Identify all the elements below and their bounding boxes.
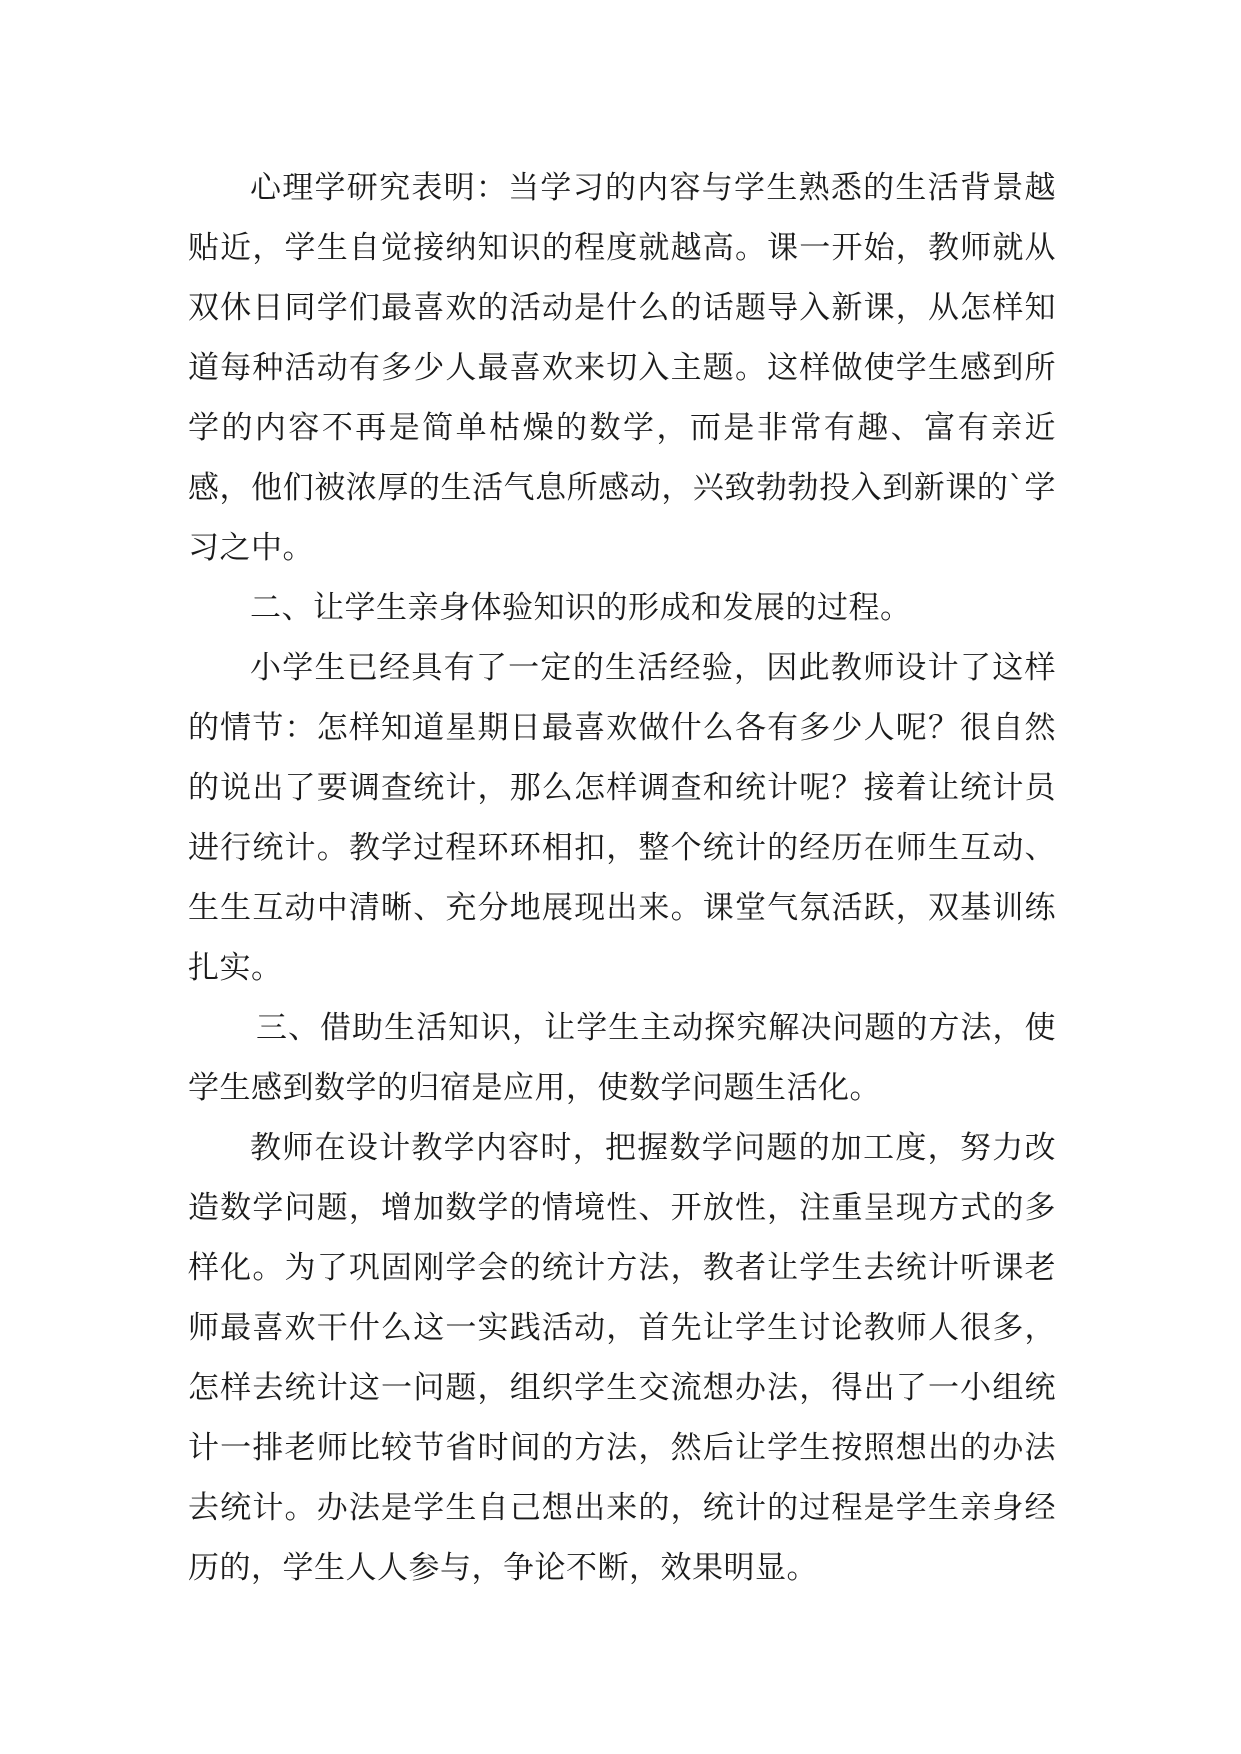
paragraph-psychology-research: 心理学研究表明：当学习的内容与学生熟悉的生活背景越贴近，学生自觉接纳知识的程度就越高。课一开始，教师就从双休日同学们最喜欢的活动是什么的话题导入新课，从怎样知道每种活动有多少人最喜欢来切入主题。这样做使学生感到所学的内容不再是简单枯燥的数学，而是非常有趣、富有亲近感，他们被浓厚的生活气息所感动，兴致勃勃投入到新课的`学习之中。 [188, 170, 1056, 566]
paragraph-life-experience: 小学生已经具有了一定的生活经验，因此教师设计了这样的情节：怎样知道星期日最喜欢做什么各有多少人呢？很自然的说出了要调查统计，那么怎样调查和统计呢？接着让统计员进行统计。教学过程环环相扣，整个统计的经历在师生互动、生生互动中清晰、充分地展现出来。课堂气氛活跃，双基训练扎实。 [188, 650, 1056, 986]
paragraph-teaching-design: 教师在设计教学内容时，把握数学问题的加工度，努力改造数学问题，增加数学的情境性、开放性，注重呈现方式的多样化。为了巩固刚学会的统计方法，教者让学生去统计听课老师最喜欢干什么这一实践活动，首先让学生讨论教师人很多，怎样去统计这一问题，组织学生交流想办法，得出了一小组统计一排老师比较节省时间的方法，然后让学生按照想出的办法去统计。办法是学生自己想出来的，统计的过程是学生亲身经历的，学生人人参与，争论不断，效果明显。 [188, 1130, 1056, 1586]
heading-point-three: 三、借助生活知识，让学生主动探究解决问题的方法，使学生感到数学的归宿是应用，使数学问题生活化。 [188, 1010, 1056, 1106]
heading-point-two: 二、让学生亲身体验知识的形成和发展的过程。 [250, 590, 912, 626]
document-body [188, 158, 1056, 1598]
